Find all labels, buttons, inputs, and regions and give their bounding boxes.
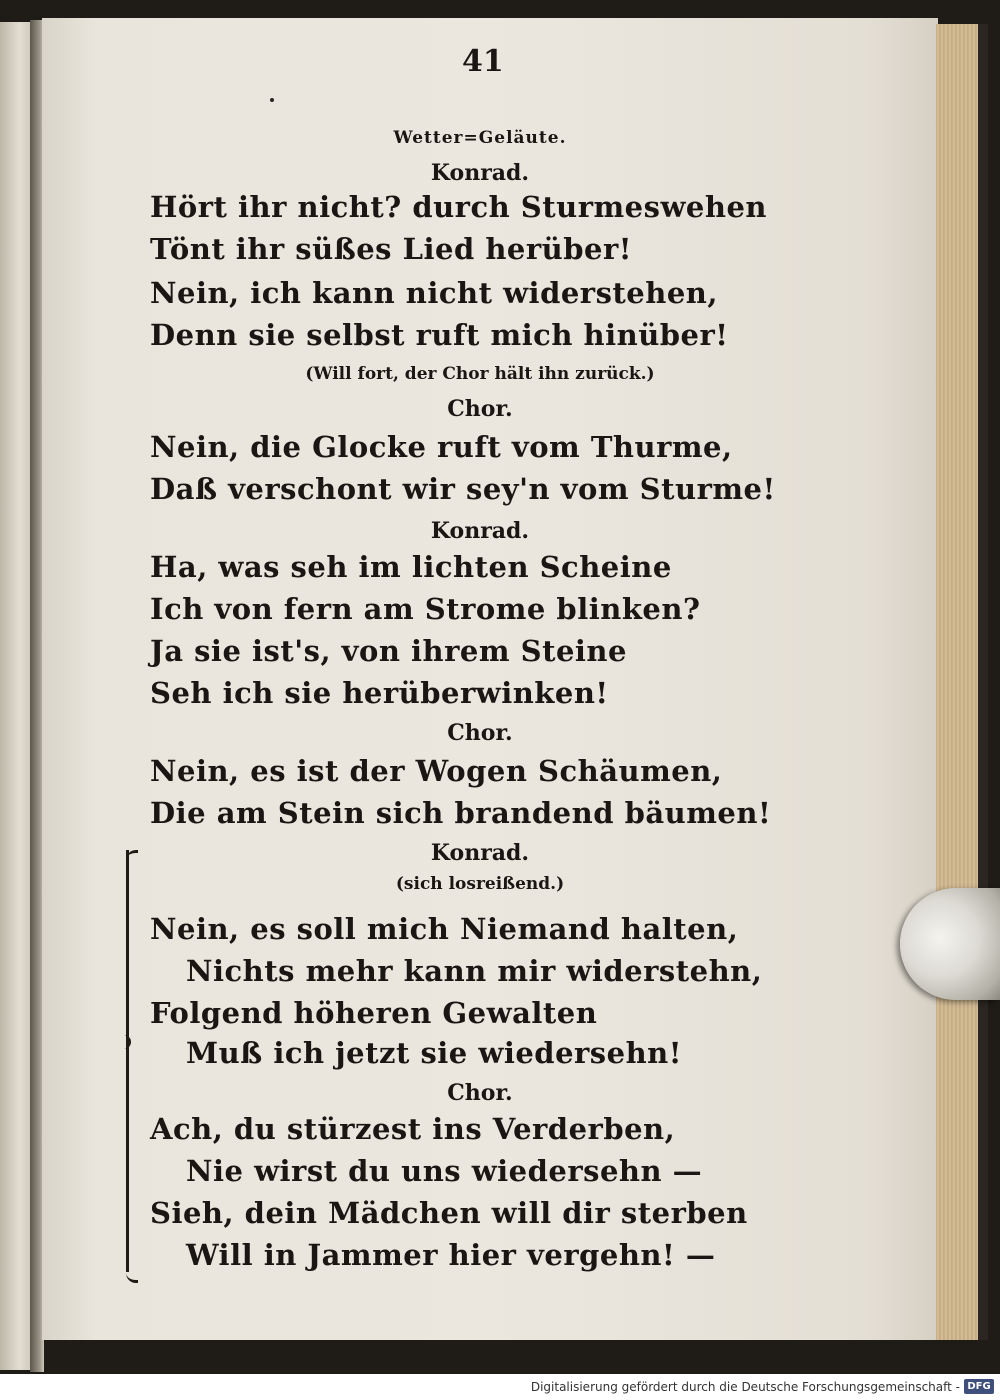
verse-line: Daß verschont wir sey'n vom Sturme!: [150, 472, 776, 506]
verse-line: Ich von fern am Strome blinken?: [150, 592, 701, 626]
speaker-chor: Chor.: [447, 720, 513, 746]
speck: [270, 98, 274, 102]
verse-line: Nein, die Glocke ruft vom Thurme,: [150, 430, 733, 464]
verse-line: Ach, du stürzest ins Verderben,: [150, 1112, 676, 1146]
verse-line: Die am Stein sich brandend bäumen!: [150, 796, 772, 830]
verse-line: Tönt ihr süßes Lied herüber!: [150, 232, 632, 266]
verse-line: Nein, es soll mich Niemand halten,: [150, 912, 739, 946]
stage-direction: (sich losreißend.): [395, 874, 565, 894]
footer-bar: [0, 1374, 1000, 1400]
stage-direction: (Will fort, der Chor hält ihn zurück.): [305, 364, 655, 384]
verse-line: Denn sie selbst ruft mich hinüber!: [150, 318, 729, 352]
speaker-konrad: Konrad.: [430, 518, 530, 544]
speaker-konrad: Konrad.: [430, 840, 530, 866]
speaker-chor: Chor.: [447, 396, 513, 422]
verse-line: Muß ich jetzt sie wiedersehn!: [186, 1036, 682, 1070]
page-stack-edge: [936, 24, 980, 1340]
scene-heading: Wetter=Geläute.: [393, 128, 567, 148]
page-stack-shadow: [978, 24, 988, 1340]
verse-line: Folgend höheren Gewalten: [150, 996, 598, 1030]
verse-line: Sieh, dein Mädchen will dir sterben: [150, 1196, 748, 1230]
verse-line: Nein, ich kann nicht widerstehen,: [150, 276, 718, 310]
verse-line: Ja sie ist's, von ihrem Steine: [150, 634, 627, 668]
page-number: 41: [462, 44, 504, 79]
verse-line: Nichts mehr kann mir widerstehn,: [186, 954, 763, 988]
verse-line: Seh ich sie herüberwinken!: [150, 676, 609, 710]
brace-line: [126, 850, 139, 1272]
dfg-logo-icon: DFG: [964, 1379, 994, 1394]
previous-page-edge: [0, 22, 32, 1370]
verse-line: Ha, was seh im lichten Scheine: [150, 550, 672, 584]
speaker-konrad: Konrad.: [430, 160, 530, 186]
verse-line: Nein, es ist der Wogen Schäumen,: [150, 754, 723, 788]
speaker-chor: Chor.: [447, 1080, 513, 1106]
footer-credit: Digitalisierung gefördert durch die Deutsche Forschungsgemeinschaft -: [530, 1380, 960, 1394]
verse-line: Hört ihr nicht? durch Sturmeswehen: [150, 190, 767, 224]
verse-line: Will in Jammer hier vergehn! —: [186, 1238, 716, 1272]
verse-line: Nie wirst du uns wiedersehn —: [186, 1154, 703, 1188]
